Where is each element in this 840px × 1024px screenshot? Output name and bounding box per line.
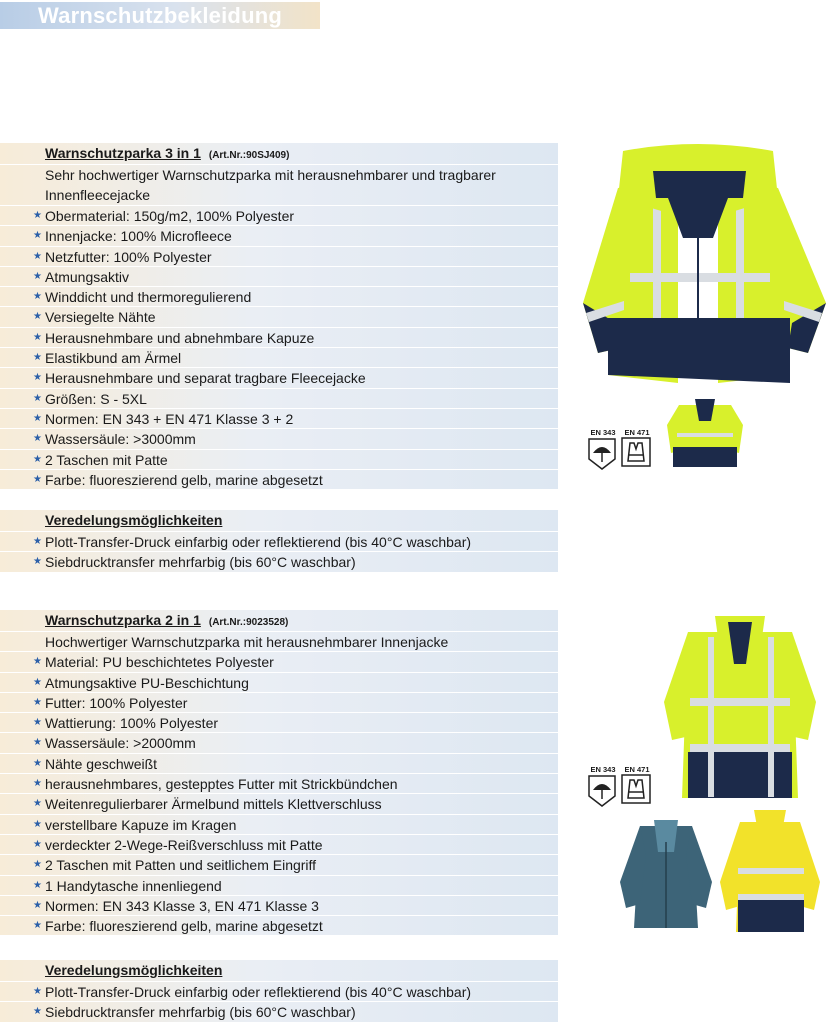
feature-item-text: Normen: EN 343 + EN 471 Klasse 3 + 2: [45, 410, 294, 427]
bullet-star-icon: ★: [33, 920, 42, 932]
feature-item-text: Größen: S - 5XL: [45, 390, 147, 407]
feature-item: [0, 409, 558, 429]
feature-item: [0, 348, 558, 368]
feature-item: [0, 389, 558, 409]
feature-item-text: Innenjacke: 100% Microfleece: [45, 228, 232, 245]
product-block-2: [0, 610, 558, 936]
parka-3in1-thumbnail: [665, 395, 745, 475]
product-description-row: [0, 632, 558, 652]
finishing-item: [0, 532, 558, 552]
feature-item-text: verdeckter 2-Wege-Reißverschluss mit Patte: [45, 836, 323, 853]
cert-label: EN 343: [590, 428, 616, 437]
feature-item: [0, 815, 558, 835]
feature-item: [0, 328, 558, 348]
finishing-block-2: [0, 960, 558, 1023]
feature-item-text: Wassersäule: >2000mm: [45, 735, 196, 752]
feature-item: [0, 267, 558, 287]
feature-item: [0, 206, 558, 226]
bullet-star-icon: ★: [33, 352, 42, 364]
bullet-star-icon: ★: [33, 331, 42, 343]
finishing-item: [0, 552, 558, 572]
bullet-star-icon: ★: [33, 798, 42, 810]
product-name: Warnschutzparka 2 in 1: [45, 612, 201, 628]
feature-item-text: 2 Taschen mit Patten und seitlichem Eingriff: [45, 857, 317, 874]
feature-item-text: Versiegelte Nähte: [45, 309, 156, 326]
feature-item-text: Herausnehmbare und abnehmbare Kapuze: [45, 329, 315, 346]
finishing-item: [0, 1002, 558, 1022]
finishing-item: [0, 982, 558, 1002]
bullet-star-icon: ★: [33, 270, 42, 282]
bullet-star-icon: ★: [33, 859, 42, 871]
cert-label: EN 471: [624, 765, 650, 774]
finishing-title-row: [0, 510, 558, 532]
feature-item-text: Atmungsaktive PU-Beschichtung: [45, 674, 249, 691]
feature-item: [0, 855, 558, 875]
parka-2in1-main-image: [660, 612, 820, 798]
finishing-item-text: Plott-Transfer-Druck einfarbig oder reflektierend (bis 40°C waschbar): [45, 534, 472, 550]
product-description: Sehr hochwertiger Warnschutzparka mit herausnehmbarer und tragbarer Innenfleecejacke: [45, 167, 496, 203]
certification-en471: [621, 765, 653, 809]
feature-item: [0, 876, 558, 896]
feature-item: [0, 652, 558, 672]
bullet-star-icon: ★: [33, 230, 42, 242]
bullet-star-icon: ★: [33, 291, 42, 303]
finishing-block-1: [0, 510, 558, 573]
page-title: Warnschutzbekleidung: [38, 3, 282, 28]
feature-item: [0, 307, 558, 327]
feature-item-text: Nähte geschweißt: [45, 755, 158, 772]
bullet-star-icon: ★: [33, 536, 42, 547]
feature-item-text: Obermaterial: 150g/m2, 100% Polyester: [45, 208, 295, 224]
bullet-star-icon: ★: [33, 838, 42, 850]
feature-item: [0, 794, 558, 814]
feature-item-text: Futter: 100% Polyester: [45, 694, 188, 711]
feature-item: [0, 774, 558, 794]
bullet-star-icon: ★: [33, 757, 42, 769]
safety-vest-icon: [621, 774, 651, 804]
finishing-title: Veredelungsmöglichkeiten: [45, 962, 223, 978]
bullet-star-icon: ★: [33, 311, 42, 323]
feature-item: [0, 470, 558, 490]
bullet-star-icon: ★: [33, 372, 42, 384]
feature-item-text: Farbe: fluoreszierend gelb, marine abgesetzt: [45, 471, 323, 488]
feature-item-text: Wattierung: 100% Polyester: [45, 715, 219, 732]
certification-en471: [621, 428, 653, 472]
feature-item-text: Wassersäule: >3000mm: [45, 431, 196, 448]
feature-item-text: 2 Taschen mit Patte: [45, 451, 168, 468]
bullet-star-icon: ★: [33, 676, 42, 688]
safety-vest-icon: [621, 437, 651, 467]
feature-item-text: 1 Handytasche innenliegend: [45, 877, 222, 894]
feature-item: [0, 226, 558, 246]
parka-2in1-back-image: [718, 806, 822, 934]
feature-item-text: Atmungsaktiv: [45, 268, 130, 285]
bullet-star-icon: ★: [33, 986, 42, 997]
feature-item-text: Farbe: fluoreszierend gelb, marine abgesetzt: [45, 918, 323, 935]
product-description: Hochwertiger Warnschutzparka mit herausnehmbarer Innenjacke: [45, 634, 449, 650]
bullet-star-icon: ★: [33, 696, 42, 708]
bullet-star-icon: ★: [33, 656, 42, 668]
feature-item-text: Winddicht und thermoregulierend: [45, 289, 252, 306]
feature-item-text: herausnehmbares, gestepptes Futter mit Strickbündchen: [45, 776, 398, 793]
certification-en343: [587, 428, 619, 476]
bullet-star-icon: ★: [33, 879, 42, 891]
umbrella-rain-icon: [587, 437, 617, 471]
feature-item: [0, 835, 558, 855]
bullet-star-icon: ★: [33, 717, 42, 729]
article-number: (Art.Nr.:90SJ409): [208, 150, 290, 161]
header-bar: [0, 2, 320, 29]
product-title-row: [0, 610, 558, 632]
article-number: (Art.Nr.:9023528): [208, 617, 289, 628]
product-block-1: [0, 143, 558, 490]
feature-item-text: Elastikbund am Ärmel: [45, 350, 182, 367]
certification-en343: [587, 765, 619, 813]
feature-item: [0, 916, 558, 936]
bullet-star-icon: ★: [33, 453, 42, 465]
feature-item-text: verstellbare Kapuze im Kragen: [45, 816, 237, 833]
feature-item-text: Herausnehmbare und separat tragbare Fleecejacke: [45, 370, 366, 387]
feature-item: [0, 287, 558, 307]
parka-3in1-main-image: [578, 143, 834, 393]
feature-item-text: Netzfutter: 100% Polyester: [45, 248, 212, 265]
finishing-item-text: Siebdrucktransfer mehrfarbig (bis 60°C waschbar): [45, 554, 356, 571]
finishing-item-text: Plott-Transfer-Druck einfarbig oder reflektierend (bis 40°C waschbar): [45, 984, 472, 1000]
feature-item: [0, 713, 558, 733]
finishing-title-row: [0, 960, 558, 982]
bullet-star-icon: ★: [33, 412, 42, 424]
bullet-star-icon: ★: [33, 250, 42, 262]
feature-item: [0, 896, 558, 916]
feature-item: [0, 247, 558, 267]
product-name: Warnschutzparka 3 in 1: [45, 145, 201, 161]
feature-item: [0, 673, 558, 693]
bullet-star-icon: ★: [33, 473, 42, 485]
bullet-star-icon: ★: [33, 778, 42, 790]
cert-label: EN 471: [624, 428, 650, 437]
bullet-star-icon: ★: [33, 818, 42, 830]
feature-item: [0, 429, 558, 449]
umbrella-rain-icon: [587, 774, 617, 808]
finishing-item-text: Siebdrucktransfer mehrfarbig (bis 60°C waschbar): [45, 1004, 356, 1021]
bullet-star-icon: ★: [33, 1006, 42, 1018]
feature-item-text: Normen: EN 343 Klasse 3, EN 471 Klasse 3: [45, 897, 319, 914]
bullet-star-icon: ★: [33, 392, 42, 404]
feature-item-text: Weitenregulierbarer Ärmelbund mittels Klettverschluss: [45, 796, 382, 813]
feature-item: [0, 368, 558, 388]
bullet-star-icon: ★: [33, 737, 42, 749]
feature-item: [0, 733, 558, 753]
feature-item: [0, 754, 558, 774]
feature-item: [0, 450, 558, 470]
product-title-row: [0, 143, 558, 165]
bullet-star-icon: ★: [33, 556, 42, 568]
feature-item-text: Material: PU beschichtetes Polyester: [45, 654, 274, 671]
bullet-star-icon: ★: [33, 433, 42, 445]
feature-item: [0, 693, 558, 713]
bullet-star-icon: ★: [33, 899, 42, 911]
bullet-star-icon: ★: [33, 210, 42, 221]
inner-jacket-image: [618, 812, 714, 932]
product-description-row: [0, 165, 558, 206]
finishing-title: Veredelungsmöglichkeiten: [45, 512, 223, 528]
cert-label: EN 343: [590, 765, 616, 774]
